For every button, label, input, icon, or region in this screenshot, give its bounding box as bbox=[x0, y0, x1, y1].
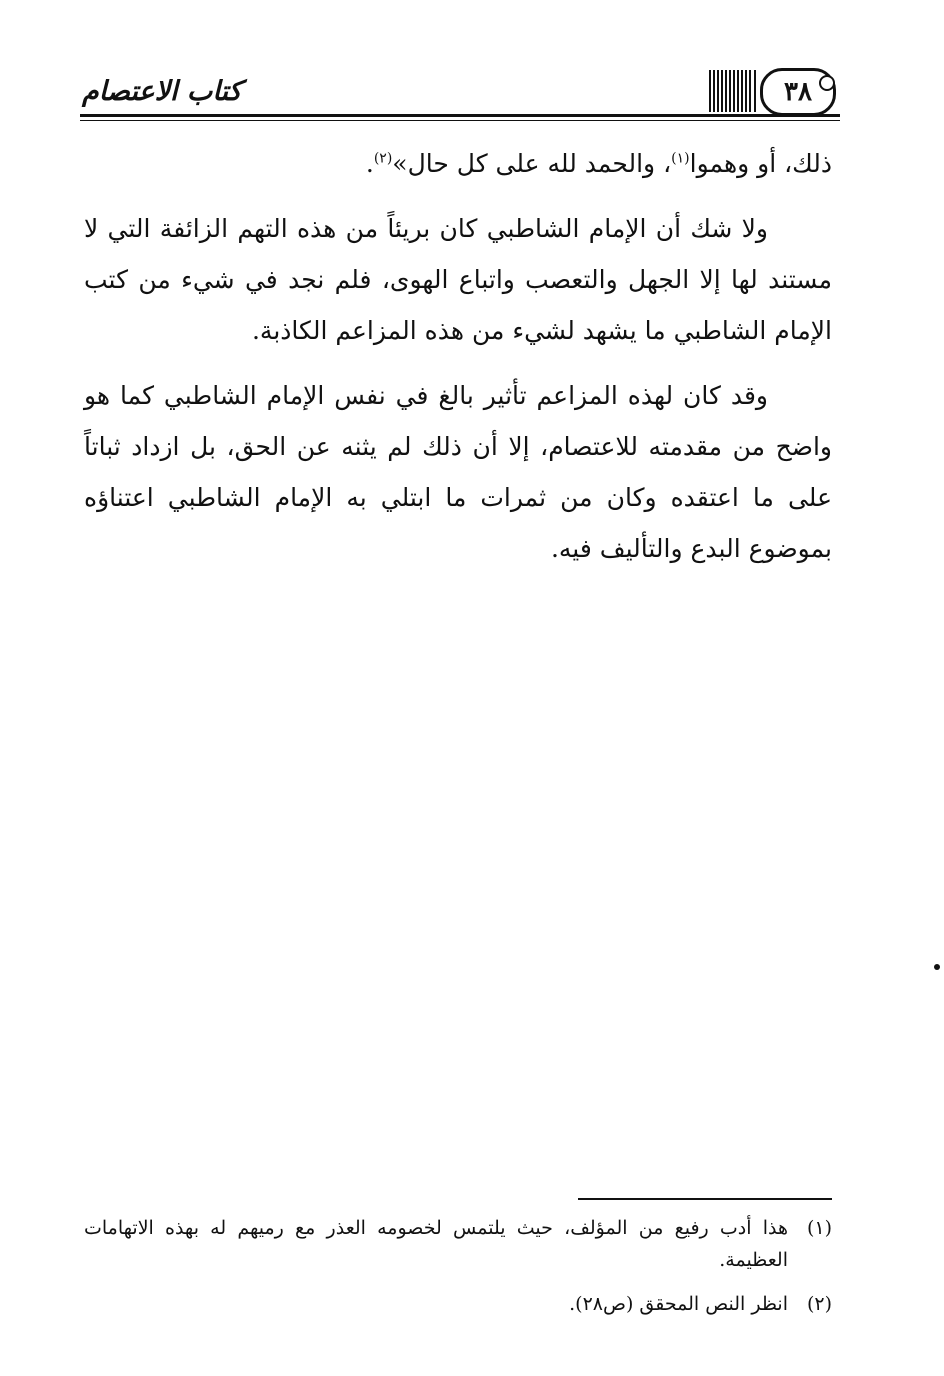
footnote-number: (١) bbox=[806, 1217, 832, 1239]
paragraph-1-start: ذلك، أو وهموا bbox=[689, 149, 832, 178]
footnotes bbox=[84, 1212, 832, 1332]
paragraph-1-mid: ، والحمد لله على كل حال» bbox=[392, 149, 672, 178]
footnote-2 bbox=[84, 1288, 832, 1320]
footnote-1 bbox=[84, 1212, 832, 1276]
footnote-text: هذا أدب رفيع من المؤلف، حيث يلتمس لخصومه العذر مع رميهم له بهذه الاتهامات العظيمة. bbox=[84, 1217, 788, 1271]
paragraph-1 bbox=[84, 138, 832, 189]
header-rule bbox=[80, 114, 840, 117]
paragraph-1-end: . bbox=[365, 149, 374, 178]
page-number: ٣٨ bbox=[784, 77, 812, 107]
footnote-text: انظر النص المحقق (ص٢٨). bbox=[569, 1293, 788, 1315]
book-title: كتاب الاعتصام bbox=[82, 76, 242, 107]
footnote-separator bbox=[578, 1198, 832, 1200]
header-rule-thin bbox=[80, 120, 840, 121]
badge-ornament-icon bbox=[819, 75, 835, 91]
page-number-badge bbox=[760, 68, 836, 116]
footnote-ref-2[interactable]: (٢) bbox=[373, 150, 393, 167]
footnote-number: (٢) bbox=[806, 1293, 832, 1315]
scan-speck bbox=[934, 964, 940, 970]
footnote-ref-1[interactable]: (١) bbox=[671, 150, 690, 167]
paragraph-2: ولا شك أن الإمام الشاطبي كان بريئاً من هذه التهم الزائفة التي لا مستند لها إلا الجهل والتعصب واتباع الهوى، فلم نجد في شيء من كتب الإمام الشاطبي ما يشهد لشيء من هذه المزاعم الكاذبة. bbox=[84, 214, 832, 345]
paragraph-3: وقد كان لهذه المزاعم تأثير بالغ في نفس الإمام الشاطبي كما هو واضح من مقدمته للاعتصام، إلا أن ذلك لم يثنه عن الحق، بل ازداد ثباتاً على ما اعتقده وكان من ثمرات ما ابتلي به الإمام الشاطبي اعتناؤه بموضوع البدع والتأليف فيه. bbox=[84, 381, 832, 563]
header-ornament-bars bbox=[700, 70, 756, 112]
main-text bbox=[84, 138, 832, 588]
running-header bbox=[80, 58, 840, 122]
